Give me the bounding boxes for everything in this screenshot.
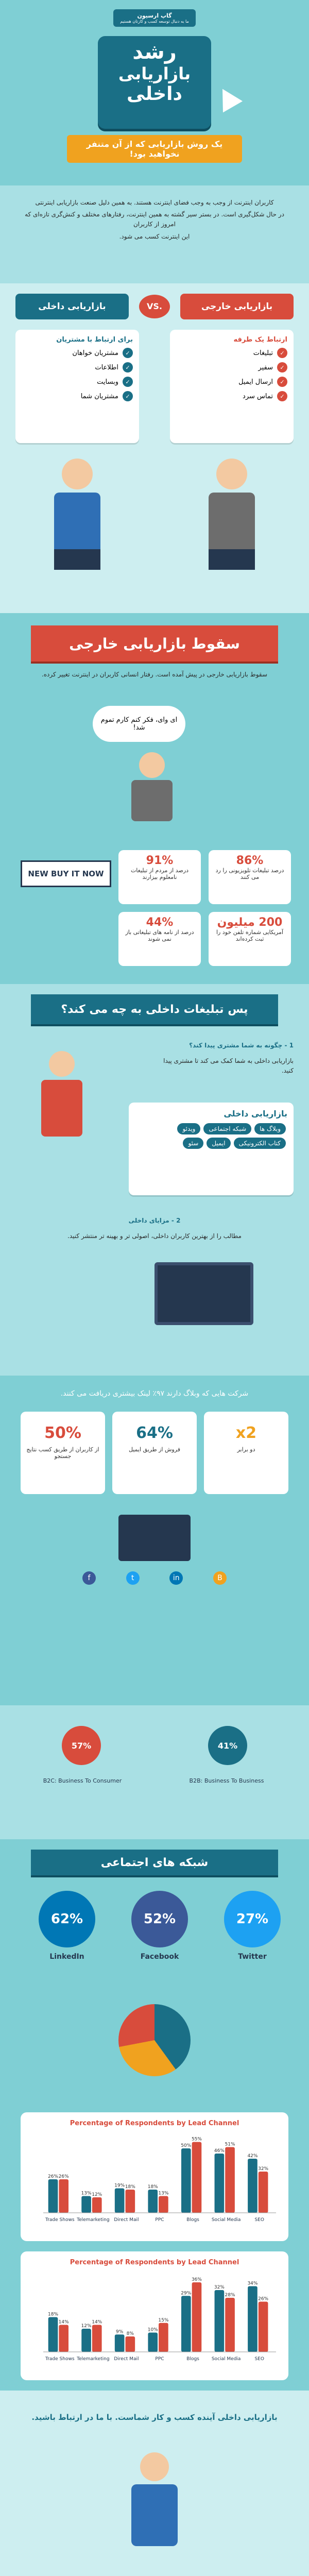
blog-stat [21,1412,105,1494]
laptop-icon [154,1262,253,1325]
bar-1-2 [125,2190,135,2213]
fall-stat-number: 44% [146,916,174,929]
comparison-point [22,348,133,358]
tools-card [129,1103,294,1195]
x-tick-label: PPC [155,2217,164,2223]
bar-0-1 [81,2329,91,2352]
computer-icon [118,1515,191,1561]
closing-text: بازاریابی داخلی آینده کسب و کار شماست. با ما در ارتباط باشید. [31,2413,278,2422]
x-tick-label: Social Media [211,2217,241,2223]
cursor-icon [213,83,243,113]
b2b-label: B2B: Business To Business [189,1777,264,1784]
social-title: شبکه های اجتماعی [31,1850,278,1875]
bullet-icon: ✓ [277,362,287,372]
bar-label: 29% [181,2291,192,2296]
social-stat-circle: 52% [131,1891,188,1947]
x-tick-label: Telemarketing [77,2217,110,2223]
b2b-section [0,1705,309,1839]
comparison-point-label: سفیر [258,363,273,371]
bar-label: 34% [247,2281,258,2286]
bar-label: 28% [225,2293,235,2298]
blog-stat-label: از کاربران از طریق کسب نتایج جستجو [26,1446,99,1460]
bar-1-3 [159,2196,168,2213]
fall-stat-label: آمریکایی شماره تلفن خود را ثبت کرده‌اند [216,929,284,942]
x-tick-label: Social Media [211,2357,241,2362]
b2c-label: B2C: Business To Consumer [43,1777,122,1784]
bar-label: 50% [181,2143,192,2148]
comparison-point [176,391,287,401]
x-tick-label: Blogs [186,2357,199,2362]
bar-0-1 [81,2196,91,2213]
social-stat [216,1891,288,1984]
bar-1-4 [192,2282,202,2352]
bar-label: 14% [92,2319,102,2325]
tool-pill: وبلاگ ها [254,1123,286,1134]
bar-label: 13% [158,2191,169,2196]
comparison-point-label: مشتریان شما [80,392,118,400]
title-line-3: داخلی [127,83,182,105]
social-circles [21,1891,288,1994]
bar-0-0 [48,2179,58,2213]
text2: مطالب را از بهترین کاربران داخلی، اصولی تر و بهینه تر منتشر کنید. [67,1232,242,1240]
fall-title: سقوط بازاریابی خارجی [31,625,278,662]
social-stat [31,1891,103,1984]
bar-1-2 [125,2336,135,2352]
bar-0-6 [248,2286,258,2352]
outbound-figure [201,459,263,577]
title-line-1: رشد [132,40,177,64]
bar-label: 14% [58,2319,69,2325]
bar-1-0 [59,2325,68,2352]
bar-1-6 [259,2302,268,2352]
comparison-point [22,391,133,401]
comparison-point [176,362,287,372]
b2c-badge: 57% [62,1726,101,1765]
fall-stat-label: درصد از نامه های تبلیغاتی باز نمی شوند [125,929,194,942]
bar-0-0 [48,2317,58,2352]
social-stat-circle: 27% [224,1891,281,1947]
bar-0-4 [181,2296,191,2352]
right-bubble: ارتباط یک طرفه [233,336,287,344]
chart-2 [28,2269,281,2372]
closing-section [0,2391,309,2576]
fall-stat [209,912,291,966]
x-tick-label: Trade Shows [45,2357,75,2362]
social-icons [82,1571,227,1592]
bullet-icon: ✓ [277,391,287,401]
intro-p2: در حال شکل‌گیری است. در بستر سیر گشته به همین اینترنت، رفتارهای مختلف و کنش‌گری تازه‌ای که امروز از کاربران [25,211,284,228]
x-tick-label: Trade Shows [45,2217,75,2223]
linkedin-icon: in [169,1571,183,1585]
blog-stat-label: دو برابر [237,1446,255,1453]
fall-stat [118,850,201,904]
comparison-point-label: مشتریان خواهان [72,349,118,357]
fall-stats [118,850,294,974]
pencil-man [21,1051,103,1170]
blog-stat-number: x2 [235,1424,257,1442]
fall-stat-number: 91% [146,854,174,867]
title-block [98,36,211,129]
bar-1-1 [92,2197,102,2213]
speech-bubble: ای وای، فکر کنم کارم تموم شد! [93,706,185,742]
blog-stat-number: 50% [44,1424,81,1442]
x-tick-label: Blogs [186,2217,199,2223]
chart-1-card [21,2112,288,2241]
blog-stat [112,1412,197,1494]
bar-1-4 [192,2142,202,2213]
bar-label: 18% [125,2184,135,2190]
chart-2-title: Percentage of Respondents by Lead Channel [70,2259,239,2266]
title-line-2: بازاریابی [118,64,191,83]
bar-1-3 [159,2323,168,2352]
comparison-point [176,348,287,358]
left-card [15,330,139,443]
b2b-badge: 41% [208,1726,247,1765]
bullet-icon: ✓ [123,391,133,401]
comparison-point-label: ارسال ایمیل [238,378,273,386]
sale-sign: NEW BUY IT NOW [21,860,111,887]
twitter-icon: t [126,1571,140,1585]
bar-label: 55% [191,2137,202,2142]
fall-stat-label: درصد از مردم از تبلیغات نامعلوم بیزارند [130,867,189,880]
bar-0-2 [115,2189,125,2213]
bar-1-5 [225,2298,235,2352]
x-tick-label: PPC [155,2357,164,2362]
social-section [0,1839,309,2107]
bullet-icon: ✓ [123,362,133,372]
bar-label: 12% [92,2192,102,2197]
blog-stats [21,1412,288,1504]
comparison-point [176,377,287,387]
facebook-icon: f [82,1571,96,1585]
bar-label: 8% [126,2331,134,2336]
bar-1-5 [225,2147,235,2213]
bar-0-5 [215,2154,225,2213]
intro-p1: کاربران اینترنت از وجب به وجب فضای اینترنت هستند. به همین دلیل صنعت بازاریابی اینترنتی [35,199,274,206]
bullet-icon: ✓ [123,377,133,387]
comparison-section [0,283,309,613]
blog-text: شرکت هایی که وبلاگ دارند ۹۷٪ لینک بیشتری دریافت می کنند. [60,1389,249,1398]
bar-label: 15% [158,2317,169,2323]
bar-0-3 [148,2333,158,2352]
tool-pill: ایمیل [207,1138,230,1149]
blog-stat [204,1412,288,1494]
fall-stat [118,912,201,966]
blog-icon: B [213,1571,227,1585]
closing-figure [124,2452,185,2566]
bar-label: 26% [58,2174,69,2179]
bar-label: 10% [147,2327,158,2333]
q1: 1 - چگونه به شما مشتری پیدا کند؟ [189,1042,294,1049]
fall-stat [209,850,291,904]
bar-0-3 [148,2190,158,2213]
x-tick-label: SEO [254,2357,264,2362]
right-card [170,330,294,443]
q2: 2 - مزایای داخلی [128,1217,181,1224]
fall-stat-number: 200 میلیون [217,916,283,929]
fall-section [0,613,309,984]
bar-0-4 [181,2148,191,2213]
after-section [0,984,309,1376]
comparison-point-label: تبلیغات [253,349,273,357]
x-tick-label: Telemarketing [77,2357,110,2362]
social-stat-label: Twitter [238,1953,267,1961]
social-stat-circle: 62% [39,1891,95,1947]
chart-1 [28,2130,281,2233]
bar-label: 13% [81,2191,92,2196]
bar-label: 19% [114,2183,125,2189]
bar-label: 32% [214,2285,225,2290]
fall-stat-number: 86% [236,854,264,867]
bar-label: 42% [247,2154,258,2159]
inbound-figure [46,459,108,577]
subtitle-text: یک روش بازاریابی که از آن متنفر نخواهید بود! [86,139,223,159]
comparison-point-label: تماس سرد [243,392,273,400]
callout-label: بازاریابی داخلی [224,1109,287,1118]
chart-1-title: Percentage of Respondents by Lead Channel [70,2120,239,2127]
intro-p3: این اینترنت کسب می شود. [119,232,190,240]
text1: بازاریابی داخلی به شما کمک می کند تا مشتری پیدا کنید. [163,1057,294,1075]
bullet-icon: ✓ [123,348,133,358]
bar-label: 9% [116,2329,124,2335]
bar-label: 51% [225,2142,235,2147]
header-section [0,0,309,185]
bar-label: 32% [258,2166,269,2172]
vs-label: VS. [139,295,170,318]
blog-stat-number: 64% [136,1424,173,1442]
blog-stat-label: فروش از طریق ایمیل [128,1446,181,1453]
bar-0-6 [248,2159,258,2213]
bar-0-5 [215,2290,225,2352]
comparison-point-label: وبسایت [97,378,118,386]
bar-1-6 [259,2172,268,2213]
bar-label: 12% [81,2324,92,2329]
bar-label: 18% [48,2312,59,2317]
logo-text: ما به دنبال توسعه کسب و کارتان هستیم [120,19,189,24]
social-stat-label: LinkedIn [49,1953,84,1961]
bar-label: 26% [48,2174,59,2179]
after-title: پس تبلیغات داخلی به چه می کند؟ [31,994,278,1024]
social-stat [124,1891,196,1984]
social-stat-label: Facebook [140,1953,179,1961]
comparison-point [22,377,133,387]
bar-label: 26% [258,2296,269,2302]
bar-1-1 [92,2325,102,2352]
left-bubble: برای ارتباط با مشتریان [56,336,133,344]
bar-label: 18% [147,2184,158,2190]
chart-2-card [21,2251,288,2380]
tool-pill: شبکه اجتماعی [203,1123,251,1134]
x-tick-label: Direct Mail [114,2357,139,2362]
bar-label: 46% [214,2148,225,2154]
bar-label: 36% [191,2277,202,2282]
comparison-point [22,362,133,372]
logo-badge [113,9,196,27]
tool-pill: ویدئو [177,1123,200,1134]
tool-pill: کتاب الکترونیکی [234,1138,286,1149]
logo-brand: گاپ ارسیون [137,12,172,19]
x-tick-label: SEO [254,2217,264,2223]
bullet-icon: ✓ [277,348,287,358]
right-title: بازاریابی خارجی [180,294,294,319]
bar-0-2 [115,2334,125,2352]
falling-man [124,752,180,840]
comparison-point-label: اطلاعات [95,363,118,371]
bar-1-0 [59,2179,68,2213]
fall-stat-label: درصد تبلیغات تلویزیونی را رد می کنند [215,867,284,880]
blog-section [0,1376,309,1705]
intro-section [0,185,309,283]
bullet-icon: ✓ [277,377,287,387]
pie-graphic [118,2004,191,2076]
fall-text: سقوط بازاریابی خارجی در پیش آمده است. رفتار انسانی کاربران در اینترنت تغییر کرده. [41,671,268,678]
x-tick-label: Direct Mail [114,2217,139,2223]
left-title: بازاریابی داخلی [15,294,129,319]
tool-pill: سئو [183,1138,203,1149]
subtitle-ribbon [67,135,242,163]
